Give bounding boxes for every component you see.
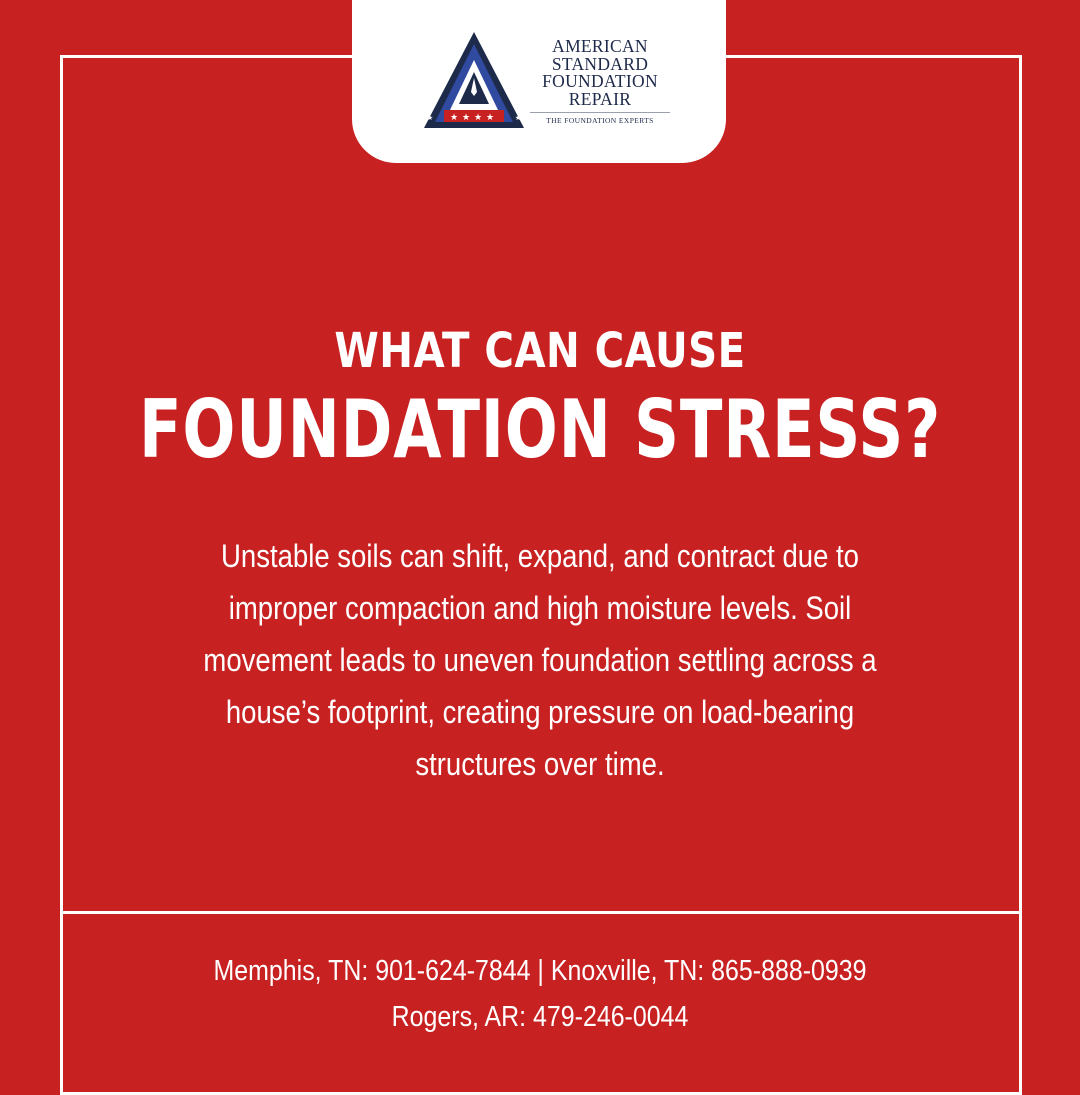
- svg-text:★: ★: [485, 113, 495, 123]
- body-line: house’s footprint, creating pressure on load-bearing: [225, 694, 855, 730]
- body-line: improper compaction and high moisture levels. Soil: [228, 590, 852, 626]
- body-line: structures over time.: [415, 746, 665, 782]
- logo-wordmark: [530, 38, 670, 125]
- headline-line-2: FOUNDATION STRESS?: [138, 383, 942, 476]
- logo-word: STANDARD: [551, 53, 649, 74]
- footer-divider: [60, 911, 1022, 914]
- contact-line: Rogers, AR: 479-246-0044: [391, 1001, 689, 1033]
- contact-line: Memphis, TN: 901-624-7844 | Knoxville, TN: 865-888-0939: [213, 955, 867, 987]
- logo-word: AMERICAN: [552, 36, 648, 56]
- svg-text:★: ★: [514, 114, 522, 122]
- body-paragraph: [130, 530, 950, 790]
- headline: [0, 320, 1080, 476]
- svg-text:★: ★: [426, 114, 434, 122]
- svg-text:★: ★: [461, 113, 471, 123]
- company-logo-icon: [422, 30, 526, 132]
- logo-word: FOUNDATION: [542, 71, 658, 91]
- logo-tab: [352, 0, 726, 163]
- headline-line-1: WHAT CAN CAUSE: [334, 323, 746, 379]
- contact-info: [0, 948, 1080, 1040]
- logo-word: REPAIR: [568, 88, 632, 109]
- svg-text:★: ★: [449, 113, 459, 123]
- body-line: movement leads to uneven foundation settling across a: [203, 642, 877, 678]
- body-line: Unstable soils can shift, expand, and contract due to: [221, 538, 859, 574]
- svg-text:★: ★: [473, 113, 483, 123]
- logo-tagline: THE FOUNDATION EXPERTS: [530, 112, 670, 125]
